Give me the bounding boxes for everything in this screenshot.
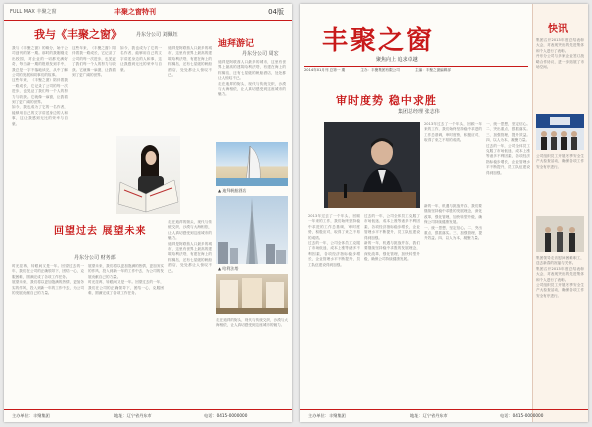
lead-text-col1 <box>308 214 360 402</box>
travel-paragraph: 走在迪拜的街头，现代与传统交织，沙漠与大海相依，让人真切感受到这座城市的魅力。 <box>216 318 288 328</box>
travel-paragraph: 走在迪拜的街头，现代与传统交织，沙漠与大海相依，让人真切感受到这座城市的魅力。 <box>218 81 286 97</box>
news-group-photo <box>536 114 584 150</box>
retro-paragraph: 展望未来，我们将以更加饱满的热情，更加务实的作风，投入到新一年的工作中去，为公司的发展贡献自己的力量。 <box>12 280 84 296</box>
page-header <box>4 4 292 21</box>
mall-interior-photo <box>216 274 288 314</box>
photo-caption: ▲ 哈利法塔 <box>218 266 239 271</box>
lead-text-col4 <box>486 122 530 402</box>
essay-paragraph: 这些年来，《丰聚之窗》陪伴着我一路成长，它记录了公司的每一次进步，也见证了我们每一个人的努力与收获。它就像一扇窗，让我看到了更广阔的世界。 <box>72 46 116 78</box>
retro-text-col1 <box>12 264 84 404</box>
essay-text-col2 <box>72 46 116 138</box>
masthead-publisher: 主办：丰聚集团有限公司 <box>360 68 400 72</box>
footer-publisher: 主办单位：丰聚集团 <box>308 413 346 418</box>
lead-paragraph: 新的一年，机遇与挑战并存，我们要继续坚持稳中求胜的发展理念，深化改革，强化管理，加快转型升级，确保公司持续健康发展。 <box>364 241 420 262</box>
masthead-issue: 2014年01月刊 总第一 期 <box>304 68 346 72</box>
retro-paragraph: 时光荏苒，转眼间又是一年。回望过去的一年，我们在公司的正确领导下，团结一心，克服困难，圆满完成了各项工作任务。 <box>88 280 164 296</box>
travel-byline: 丹东分公司 周宏 <box>242 51 279 57</box>
newspaper-page-left <box>4 4 292 422</box>
essay-title: 我与《丰聚之窗》 <box>34 28 122 41</box>
news-text-2 <box>536 154 584 212</box>
retro-paragraph: 展望未来，我们将以更加饱满的热情，更加务实的作风，投入到新一年的工作中去，为公司的发展贡献自己的力量。 <box>88 264 164 279</box>
masthead-rule <box>304 66 528 67</box>
news-paragraph: 公司组织员工开展冬季安全生产大检查活动，确保各项工作安全有序进行。 <box>536 154 584 169</box>
essay-paragraph: 如今，我也成为了它的一名作者，能够用自己的文字讲述身边的人和事，这让我感到无比的荣幸与自豪。 <box>120 46 162 72</box>
news-paragraph: 集团领导走访慰问困难职工，送去新春的祝福与关怀。 <box>536 256 584 266</box>
lead-paragraph: 过去的一年，公司全体员工克服了市场低迷、成本上涨等诸多不利因素，各项经济指标稳步增长，企业管理水平不断提升，员工队伍建设得到加强。 <box>308 241 360 267</box>
lead-paragraph: 过去的一年，公司全体员工克服了市场低迷、成本上涨等诸多不利因素，各项经济指标稳步增长，企业管理水平不断提升，员工队伍建设得到加强。 <box>364 214 420 240</box>
news-text-1 <box>536 38 584 112</box>
lead-title: 审时度势 稳中求胜 <box>336 94 437 107</box>
essay-paragraph: 这些年来，《丰聚之窗》陪伴着我一路成长，它记录了公司的每一次进步，也见证了我们每一个人的努力与收获。它就像一扇窗，让我看到了更广阔的世界。 <box>12 78 68 105</box>
footer-address: 地址：辽宁省丹东市 <box>410 413 448 418</box>
travel-paragraph: 走在迪拜的街头，现代与传统交织，沙漠与大海相依，让人真切感受到这座城市的魅力。 <box>168 220 212 241</box>
news-title: 快讯 <box>548 24 568 35</box>
newspaper-page-right <box>300 4 588 422</box>
news-paragraph: 集团召开2013年度总结表彰大会，对表现突出的先进集体和个人进行了表彰。 <box>536 266 584 282</box>
footer-address: 地址：辽宁省丹东市 <box>114 413 152 418</box>
news-meeting-photo <box>536 216 584 252</box>
essay-text-col1 <box>12 46 68 210</box>
lead-text-col2 <box>364 214 420 402</box>
header-column: 丰聚之窗特刊 <box>114 8 156 16</box>
travel-title: 迪拜游记 <box>218 39 255 49</box>
masthead-editor: 主编：丰聚之窗编辑部 <box>415 68 451 72</box>
lead-paragraph: 过去的一年，公司全体员工克服了市场低迷、成本上涨等诸多不利因素，各项经济指标稳步增长，企业管理水平不断提升，员工队伍建设得到加强。 <box>486 143 530 175</box>
news-paragraph: 丹东分公司与多家企业签订战略合作协议，进一步拓展了市场空间。 <box>536 54 584 70</box>
page-footer <box>4 409 292 422</box>
lead-paragraph: 一、统一思想，坚定信心。二、突出重点，狠抓落实。三、加强管理，提升效益。四、以人为本，凝聚力量。 <box>424 225 482 241</box>
travel-paragraph: 迪拜是阿联酋人口最多的城市，这里有世界上最高的建筑哈利法塔，有建在海上的棕榈岛，还有七星级的帆船酒店，处处都让人惊叹不已。 <box>168 46 212 78</box>
reading-woman-photo <box>116 136 180 214</box>
travel-paragraph: 迪拜是阿联酋人口最多的城市，这里有世界上最高的建筑哈利法塔，有建在海上的棕榈岛，还有七星级的帆船酒店，处处都让人惊叹不已。 <box>218 60 286 81</box>
travel-text-col4 <box>216 318 288 402</box>
footer-phone: 电话：0415-0000000 <box>204 413 248 418</box>
retro-title: 回望过去 展望未来 <box>54 226 147 237</box>
lead-paragraph: 2013年过去了一个年头，回顾一年来的工作，我们始终坚持稳中求进的工作总基调，审时度势，积极应对，取得了来之不易的成绩。 <box>308 214 360 240</box>
essay-text-col3 <box>120 46 162 138</box>
masthead-slogan: 聚焦向上 追求卓越 <box>376 57 418 63</box>
retro-text-col2 <box>88 264 164 404</box>
lead-paragraph: 一、统一思想，坚定信心。二、突出重点，狠抓落实。三、加强管理，提升效益。四、以人为本，凝聚力量。 <box>486 122 530 143</box>
retro-byline: 丹东分公司 财务部 <box>74 255 116 261</box>
photo-caption: ▲ 迪拜帆船酒店 <box>218 188 247 193</box>
travel-text-col1 <box>168 46 212 136</box>
executive-portrait-photo <box>324 122 420 208</box>
burj-al-arab-photo <box>216 142 288 186</box>
news-text-3 <box>536 256 584 402</box>
masthead-title: 丰聚之窗 <box>322 26 435 56</box>
lead-paragraph: 2013年过去了一个年头，回顾一年来的工作，我们始终坚持稳中求进的工作总基调，审时度势，积极应对，取得了来之不易的成绩。 <box>424 122 482 143</box>
footer-phone: 电话：0415-0000000 <box>500 413 544 418</box>
news-paragraph: 公司组织员工开展冬季安全生产大检查活动，确保各项工作安全有序进行。 <box>536 283 584 298</box>
lead-text-top <box>424 122 482 200</box>
footer-publisher: 主办单位：丰聚集团 <box>12 413 50 418</box>
news-paragraph: 集团召开2013年度总结表彰大会，对表现突出的先进集体和个人进行了表彰。 <box>536 38 584 53</box>
travel-text-col2 <box>218 60 286 132</box>
retro-paragraph: 时光荏苒，转眼间又是一年。回望过去的一年，我们在公司的正确领导下，团结一心，克服困难，圆满完成了各项工作任务。 <box>12 264 84 279</box>
burj-khalifa-photo <box>216 196 288 264</box>
lead-paragraph: 新的一年，机遇与挑战并存，我们要继续坚持稳中求胜的发展理念，深化改革，强化管理，加快转型升级，确保公司持续健康发展。 <box>424 204 482 225</box>
lead-text-col3 <box>424 204 482 402</box>
travel-paragraph: 迪拜是阿联酋人口最多的城市，这里有世界上最高的建筑哈利法塔，有建在海上的棕榈岛，还有七星级的帆船酒店，处处都让人惊叹不已。 <box>168 241 212 273</box>
page-number: 04版 <box>268 8 284 16</box>
lead-byline: 集团总经理 张志伟 <box>398 109 440 115</box>
masthead-info <box>304 68 528 74</box>
essay-paragraph: 如今，我也成为了它的一名作者，能够用自己的文字讲述身边的人和事，这让我感到无比的荣幸与自豪。 <box>12 105 68 126</box>
essay-paragraph: 我与《丰聚之窗》的缘分，始于公司创刊的第一期。那时的我刚刚走出校园，对企业的一切都充满好奇，每当新一期的报纸发到手中，我总是一字不落地读完，从中了解公司的发展和同事们的故事。 <box>12 46 68 78</box>
travel-text-col3 <box>168 220 212 402</box>
header-brand: FULL MAX 丰聚之窗 <box>10 9 57 15</box>
essay-byline: 丹东分公司 刘佩钰 <box>136 32 178 38</box>
page-footer <box>300 409 588 422</box>
